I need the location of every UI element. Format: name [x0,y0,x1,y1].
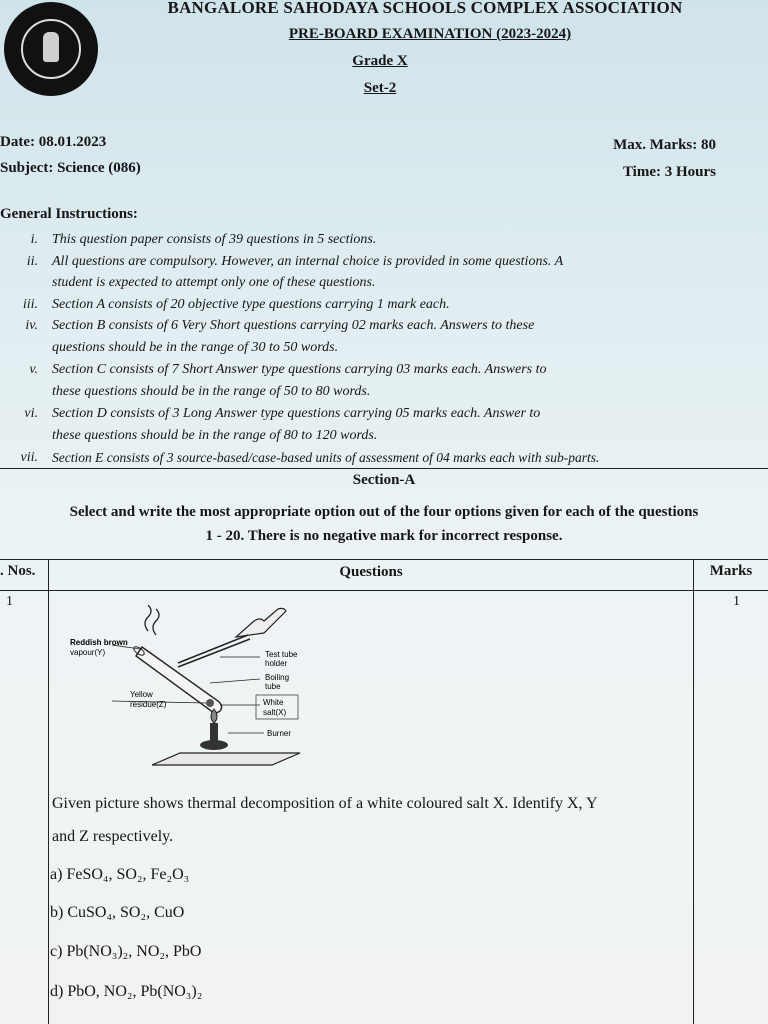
option-a: a) FeSO₄, SO₂, Fe₂O₃ [50,866,190,883]
school-logo [4,2,98,96]
tube-holder-icon [178,635,248,663]
label-boiling: Boiling [265,673,290,682]
column-header-marks: Marks [709,563,753,579]
option-d: d) PbO, NO₂, Pb(NO₃)₂ [50,983,203,1000]
organization-title: BANGALORE SAHODAYA SCHOOLS COMPLEX ASSOCIATION [167,0,683,17]
vapour-icon [153,609,159,635]
table-header-border [0,590,768,591]
table-top-border [0,559,768,560]
residue-icon [206,699,214,707]
label-residue: residue(Z) [130,700,167,709]
question-number: 1 [6,594,13,609]
set-title: Set-2 [363,80,397,96]
label-vapour: vapour(Y) [70,648,106,657]
section-divider [0,468,768,469]
section-a-title: Section-A [352,472,416,488]
table-column-divider [48,559,49,1024]
column-header-sno: . Nos. [0,563,36,579]
exam-date: Date: 08.01.2023 [0,134,107,150]
hand-icon [236,608,286,637]
exam-subject: Subject: Science (086) [0,160,141,176]
question-text-line: Given picture shows thermal decomposition of a white coloured salt X. Identify X, Y [52,795,598,812]
exam-title: PRE-BOARD EXAMINATION (2023-2024) [288,26,572,42]
logo-emblem-icon [43,32,59,62]
base-plate-icon [152,753,300,765]
label-salt: salt(X) [263,708,287,717]
label-yellow: Yellow [130,690,153,699]
section-a-instructions: Select and write the most appropriate option out of the four options given for each of the questions 1 - 20. There is no negative mark for incorrect response. [69,504,699,544]
table-column-divider [693,559,694,1024]
exam-time: Time: 3 Hours [622,164,716,180]
instructions-heading: General Instructions: [0,206,138,222]
thermal-decomposition-diagram [60,605,330,773]
label-reddish-brown: Reddish brown [70,638,128,647]
option-b: b) CuSO₄, SO₂, CuO [50,904,185,921]
label-white: White [263,698,284,707]
label-test-tube: Test tube [265,650,298,659]
option-c: c) Pb(NO₃)₂, NO₂, PbO [50,943,202,960]
question-text-line: and Z respectively. [52,828,174,845]
grade-title: Grade X [352,53,408,69]
label-burner: Burner [267,729,292,738]
max-marks: Max. Marks: 80 [613,137,716,153]
question-marks: 1 [733,594,740,609]
vapour-icon [145,605,151,631]
label-tube: tube [265,682,281,691]
label-holder: holder [265,659,288,668]
column-header-questions: Questions [339,564,403,580]
